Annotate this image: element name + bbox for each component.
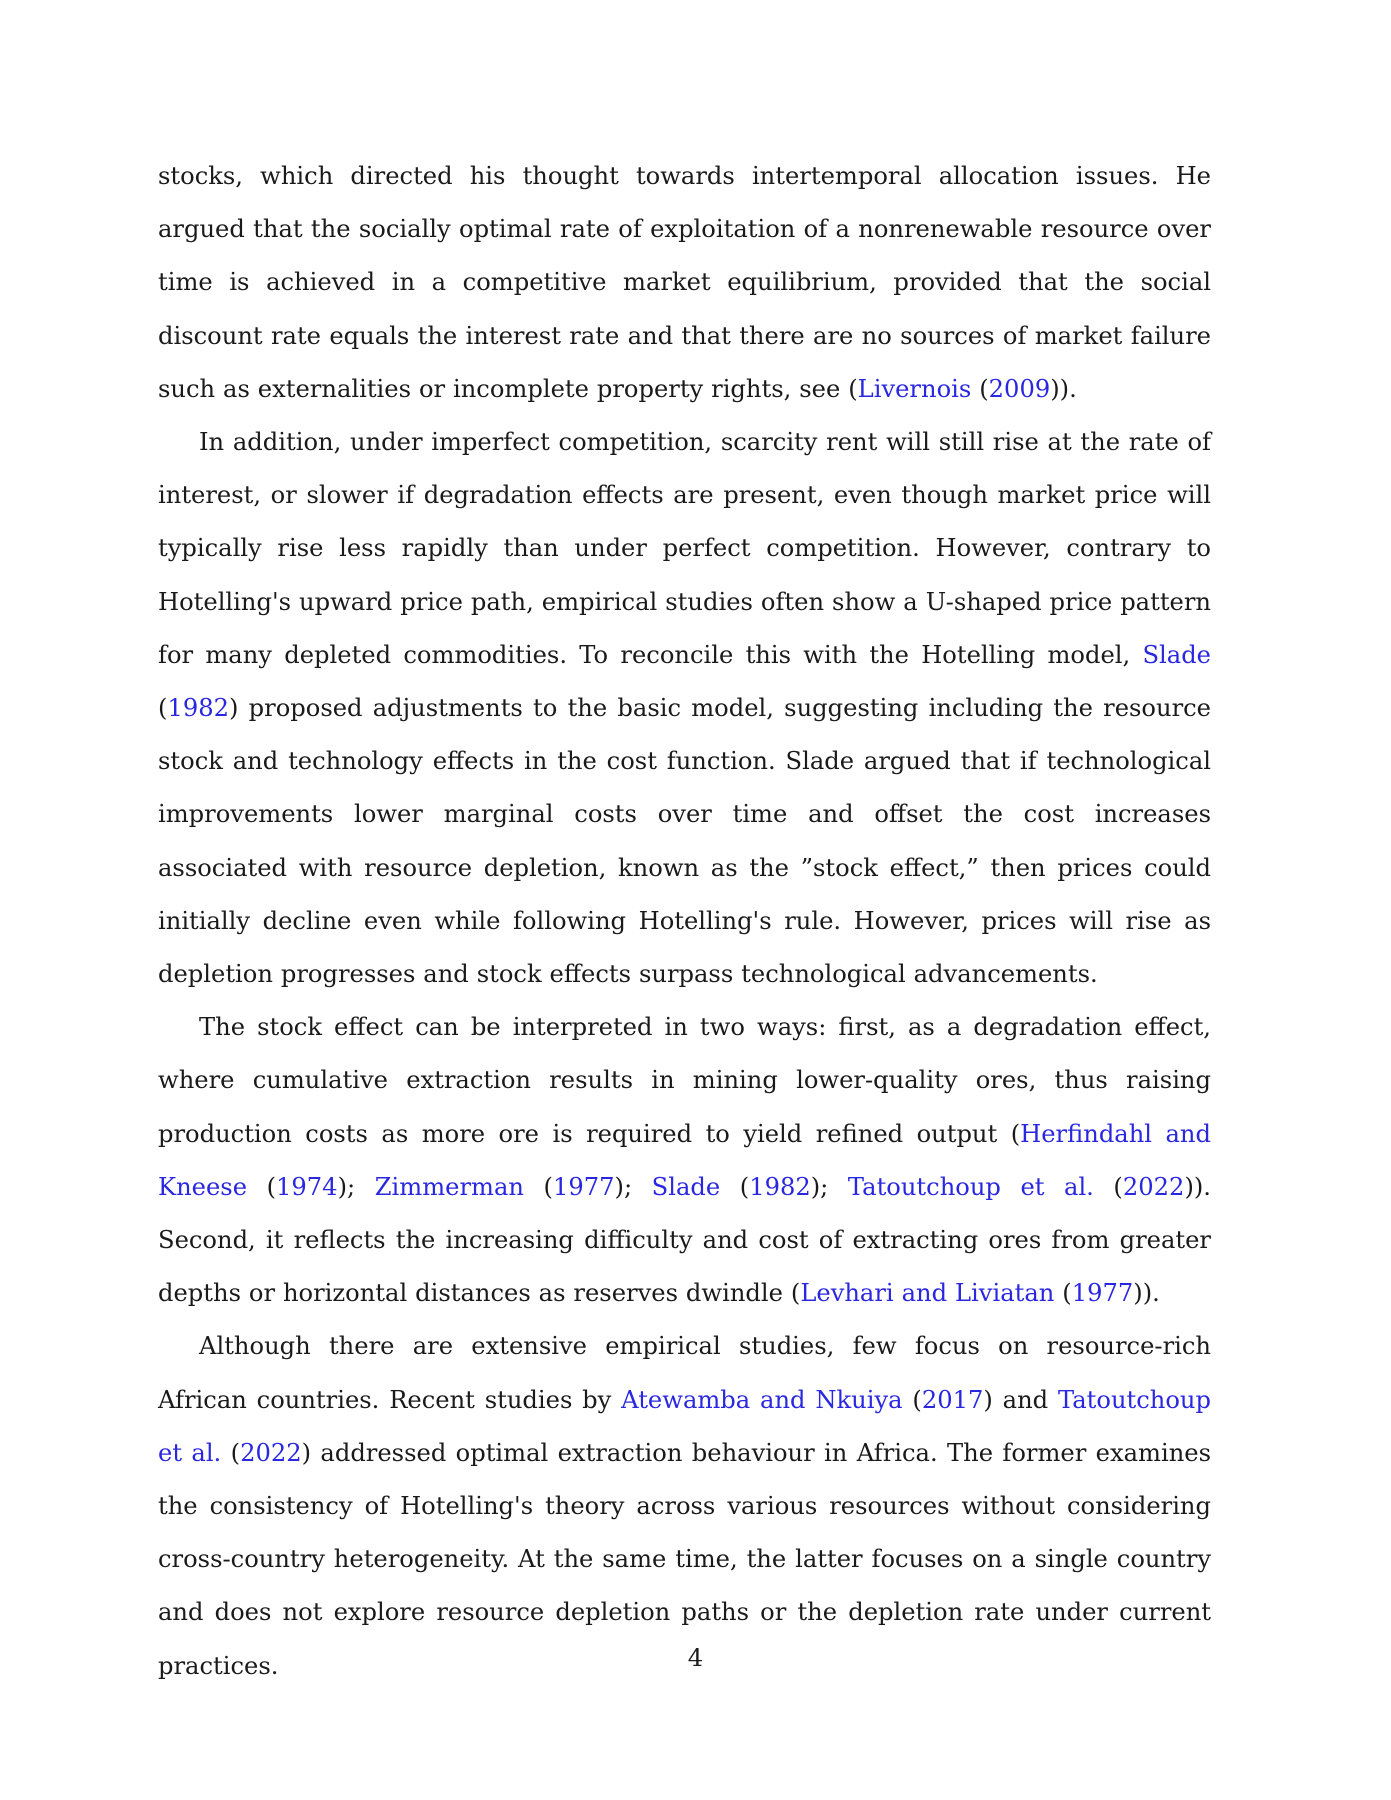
paragraph-p2 xyxy=(158,416,1211,1001)
body-text-run: ( xyxy=(902,1385,922,1414)
citation-link[interactable]: Tatoutchoup et al. xyxy=(158,1385,1211,1467)
body-text-run: In addition, under imperfect competition, scarcity rent will still rise at the rate of interest, or slower if degradation effects are present, even though market price will typically rise less rapidly than under perfect competition. However, contrary to Hotelling's upward price path, empirical studies often show a U-shaped price pattern for many depleted commodities. To reconcile this with the Hotelling model, xyxy=(158,428,1211,669)
body-text-run: )). xyxy=(1133,1279,1160,1308)
citation-link[interactable]: 1977 xyxy=(552,1172,615,1201)
body-text-run: ( xyxy=(1054,1279,1072,1308)
citation-link[interactable]: 2017 xyxy=(921,1385,984,1414)
citation-link[interactable]: Zimmerman xyxy=(374,1172,524,1201)
body-text-run: ) proposed adjustments to the basic model, suggesting including the resource stock and technology effects in the cost function. Slade argued that if technological improvements lower marginal costs over time and offset the cost increases associated with resource depletion, known as the ”stock effect,” then prices could initially decline even while following Hotelling's rule. However, prices will rise as depletion progresses and stock effects surpass technological advancements. xyxy=(158,694,1211,989)
citation-link[interactable]: 1977 xyxy=(1071,1279,1134,1308)
body-text-run: ( xyxy=(1093,1172,1123,1201)
body-text-run: ); xyxy=(337,1172,375,1201)
citation-link[interactable]: 2022 xyxy=(1122,1172,1185,1201)
citation-link[interactable]: Levhari and Liviatan xyxy=(800,1279,1055,1308)
citation-link[interactable]: Slade xyxy=(1142,640,1211,669)
body-text-run: stocks, which directed his thought towards intertemporal allocation issues. He argued that the socially optimal rate of exploitation of a nonrenewable resource over time is achieved in a competitive market equilibrium, provided that the social discount rate equals the interest rate and that there are no sources of market failure such as externalities or incomplete property rights, see ( xyxy=(158,162,1211,403)
body-text-run: ); xyxy=(614,1172,652,1201)
citation-link[interactable]: Herfindahl and Kneese xyxy=(158,1119,1211,1201)
body-text-column xyxy=(158,150,1211,1693)
citation-link[interactable]: 2009 xyxy=(988,374,1051,403)
paragraph-p4 xyxy=(158,1320,1211,1692)
body-text-run: )). xyxy=(1050,374,1077,403)
body-text-run: ) and xyxy=(983,1385,1058,1414)
paragraph-p3 xyxy=(158,1001,1211,1320)
body-text-run: ); xyxy=(810,1172,848,1201)
citation-link[interactable]: Slade xyxy=(651,1172,721,1201)
body-text-run: ( xyxy=(971,374,989,403)
body-text-run: ( xyxy=(247,1172,277,1201)
body-text-run: )). Second, it reflects the increasing difficulty and cost of extracting ores from greater depths or horizontal distances as reserves dwindle ( xyxy=(158,1172,1211,1308)
citation-link[interactable]: 1982 xyxy=(167,694,229,723)
citation-link[interactable]: 2022 xyxy=(240,1438,302,1467)
citation-link[interactable]: Tatoutchoup et al. xyxy=(847,1172,1094,1201)
citation-link[interactable]: Atewamba and Nkuiya xyxy=(621,1385,903,1414)
paragraph-p1 xyxy=(158,150,1211,416)
page-number: 4 xyxy=(687,1644,704,1672)
body-text-run: ( xyxy=(523,1172,553,1201)
body-text-run: The stock effect can be interpreted in two ways: first, as a degradation effect, where cumulative extraction results in mining lower-quality ores, thus raising production costs as more ore is required to yield refined output ( xyxy=(158,1013,1211,1148)
body-text-run: Although there are extensive empirical studies, few focus on resource-rich African countries. Recent studies by xyxy=(158,1332,1211,1414)
body-text-run: ( xyxy=(221,1438,241,1467)
body-text-run: ) addressed optimal extraction behaviour in Africa. The former examines the consistency of Hotelling's theory across various resources without considering cross-country heterogeneity. At the same time, the latter focuses on a single country and does not explore resource depletion paths or the depletion rate under current practices. xyxy=(158,1438,1212,1680)
citation-link[interactable]: Livernois xyxy=(857,374,972,403)
body-text-run: ( xyxy=(158,694,168,723)
citation-link[interactable]: 1982 xyxy=(749,1172,811,1201)
citation-link[interactable]: 1974 xyxy=(276,1172,338,1201)
body-text-run: ( xyxy=(720,1172,750,1201)
